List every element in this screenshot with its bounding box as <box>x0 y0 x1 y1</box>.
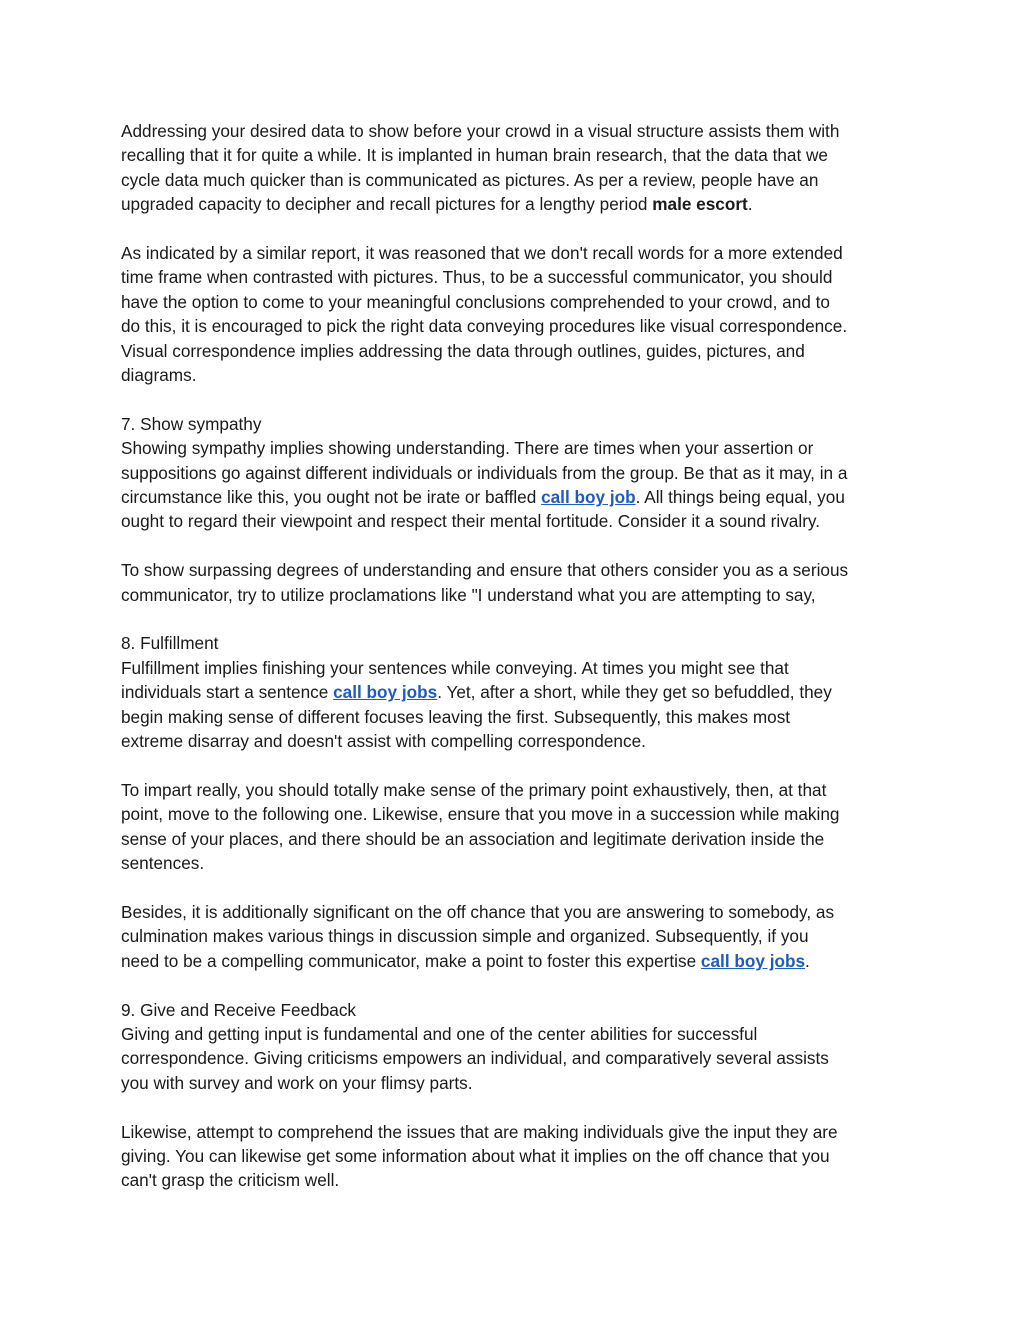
text-line: sentences. <box>121 853 205 874</box>
section-show-sympathy <box>121 412 911 534</box>
text-line: have the option to come to your meaningful conclusions comprehended to your crowd, and to <box>121 291 830 312</box>
text-line: Likewise, attempt to comprehend the issues that are making individuals give the input they are <box>121 1121 838 1142</box>
text-segment: need to be a compelling communicator, make a point to foster this expertise <box>121 950 701 971</box>
text-line: As indicated by a similar report, it was reasoned that we don't recall words for a more extended <box>121 243 843 264</box>
text-line: sense of your places, and there should be an association and legitimate derivation inside the <box>121 828 825 849</box>
section-feedback <box>121 998 911 1096</box>
text-line: Fulfillment implies finishing your sentences while conveying. At times you might see that <box>121 657 789 678</box>
text-line: recalling that it for quite a while. It is implanted in human brain research, that the data that we <box>121 145 828 166</box>
text-line: you with survey and work on your flimsy parts. <box>121 1072 473 1093</box>
text-segment: . All things being equal, you <box>635 487 845 508</box>
text-line: can't grasp the criticism well. <box>121 1170 340 1191</box>
text-line <box>121 485 911 509</box>
text-line: point, move to the following one. Likewise, ensure that you move in a succession while making <box>121 804 840 825</box>
call-boy-job-link[interactable]: call boy job <box>541 487 636 508</box>
call-boy-jobs-link[interactable]: call boy jobs <box>700 950 806 971</box>
text-line: time frame when contrasted with pictures. Thus, to be a successful communicator, you should <box>121 267 833 288</box>
paragraph-impart-really <box>121 778 911 876</box>
text-line: Besides, it is additionally significant on the off chance that you are answering to somebody, as <box>121 901 835 922</box>
text-line: Visual correspondence implies addressing the data through outlines, guides, pictures, and <box>121 340 805 361</box>
document-page <box>121 119 911 1217</box>
section-heading: 7. Show sympathy <box>121 413 262 434</box>
text-line: Giving and getting input is fundamental and one of the center abilities for successful <box>121 1023 758 1044</box>
text-line: communicator, try to utilize proclamations like "I understand what you are attempting to say, <box>121 584 816 605</box>
text-line: giving. You can likewise get some information about what it implies on the off chance that you <box>121 1145 830 1166</box>
paragraph-besides <box>121 900 911 973</box>
text-line: Addressing your desired data to show before your crowd in a visual structure assists them with <box>121 121 840 141</box>
text-line: suppositions go against different individuals or individuals from the group. Be that as it may, in a <box>121 462 848 483</box>
text-line: begin making sense of different focuses leaving the first. Subsequently, this makes most <box>121 706 791 727</box>
text-segment: circumstance like this, you ought not be irate or baffled <box>121 487 542 508</box>
call-boy-jobs-link[interactable]: call boy jobs <box>333 682 438 703</box>
text-line <box>121 949 911 973</box>
text-segment: individuals start a sentence <box>121 682 334 703</box>
text-segment: . <box>805 950 810 971</box>
paragraph-likewise <box>121 1120 911 1193</box>
text-line <box>121 192 911 216</box>
text-line: cycle data much quicker than is communicated as pictures. As per a review, people have an <box>121 169 819 190</box>
section-heading: 8. Fulfillment <box>121 633 219 654</box>
text-line <box>121 680 911 704</box>
text-segment: upgraded capacity to decipher and recall pictures for a lengthy period <box>121 194 653 215</box>
text-line: Showing sympathy implies showing understanding. There are times when your assertion or <box>121 438 814 459</box>
section-heading: 9. Give and Receive Feedback <box>121 999 357 1020</box>
text-segment: . Yet, after a short, while they get so befuddled, they <box>437 682 832 703</box>
paragraph-visual-structure <box>121 119 911 217</box>
text-line: correspondence. Giving criticisms empowers an individual, and comparatively several assists <box>121 1048 829 1069</box>
text-line: diagrams. <box>121 365 197 386</box>
bold-keyword: male escort <box>652 194 748 215</box>
paragraph-surpassing-understanding <box>121 558 911 607</box>
text-line: To show surpassing degrees of understanding and ensure that others consider you as a serious <box>121 560 849 581</box>
paragraph-similar-report <box>121 241 911 387</box>
text-line: ought to regard their viewpoint and respect their mental fortitude. Consider it a sound rivalry. <box>121 511 821 532</box>
text-segment: . <box>747 194 753 215</box>
text-line: To impart really, you should totally make sense of the primary point exhaustively, then, at that <box>121 779 827 800</box>
text-line: culmination makes various things in discussion simple and organized. Subsequently, if you <box>121 926 809 947</box>
text-line: do this, it is encouraged to pick the right data conveying procedures like visual correspondence. <box>121 316 848 337</box>
section-fulfillment <box>121 631 911 753</box>
text-line: extreme disarray and doesn't assist with compelling correspondence. <box>121 731 646 752</box>
